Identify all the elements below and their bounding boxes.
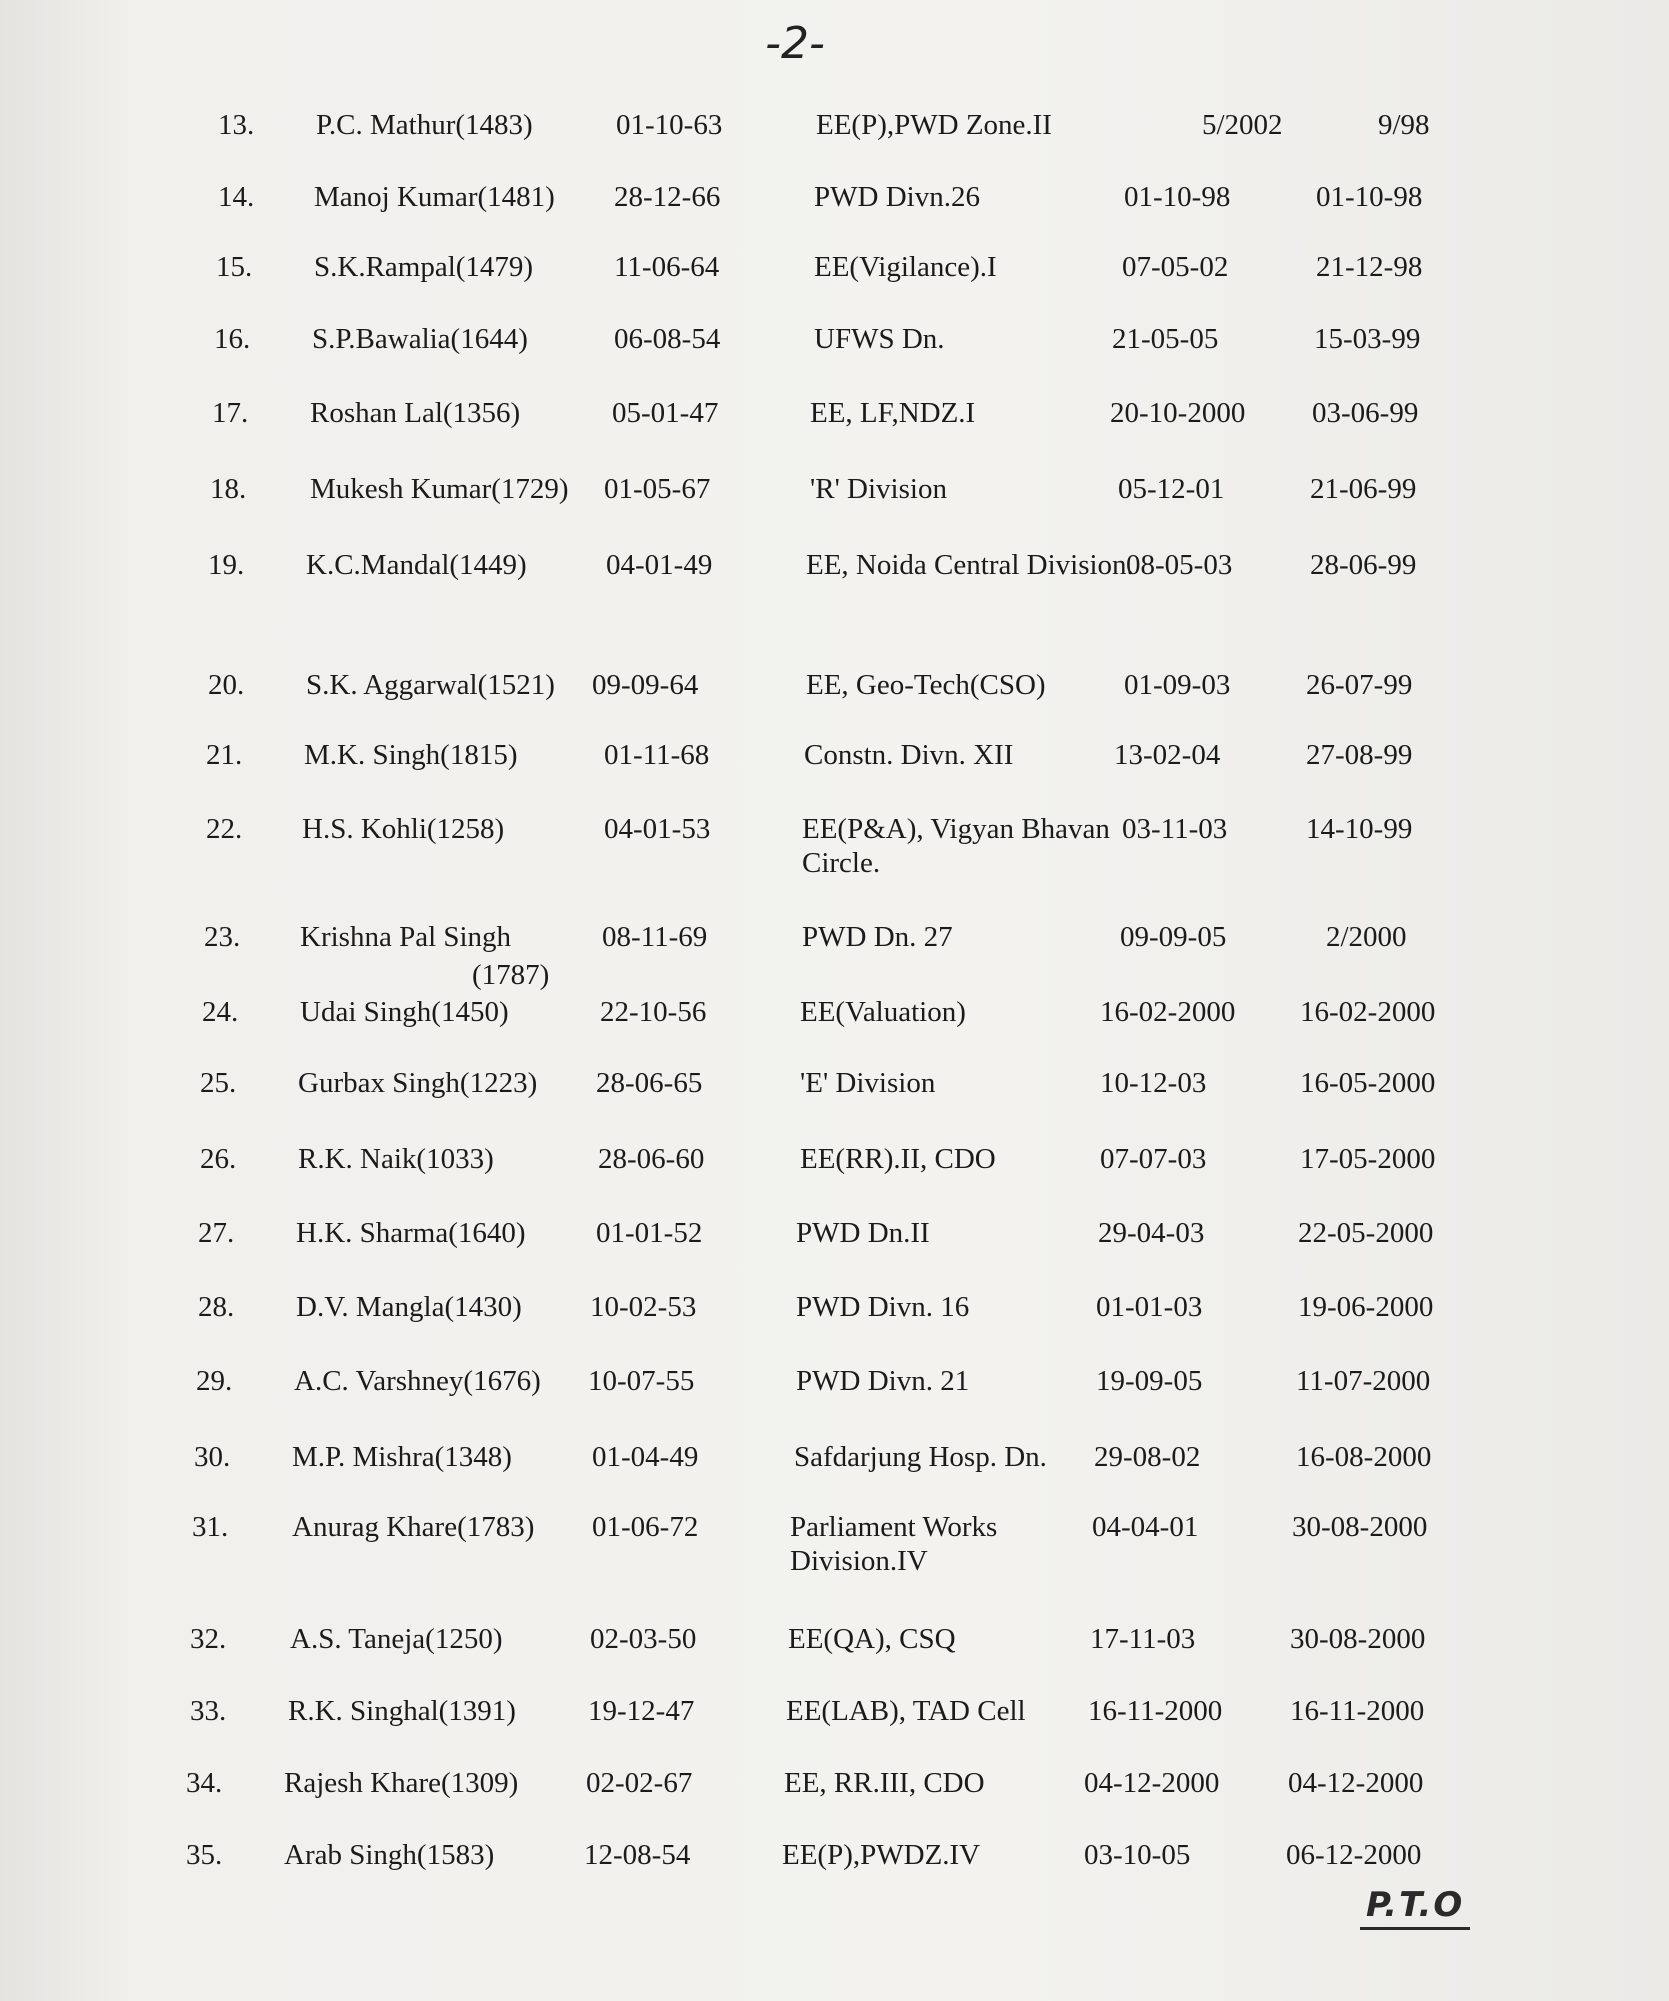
row-number: 27. (198, 1217, 235, 1249)
pto-mark: P.T.O (1360, 1885, 1470, 1930)
date-of-birth: 01-11-68 (604, 739, 710, 771)
row-number: 24. (202, 996, 239, 1028)
date-of-birth: 01-01-52 (596, 1217, 703, 1249)
present-posting: UFWS Dn. (814, 323, 945, 355)
row-number: 33. (190, 1695, 227, 1727)
posted-since: 07-05-02 (1122, 251, 1229, 283)
posted-since: 10-12-03 (1100, 1067, 1207, 1099)
posted-since: 16-02-2000 (1100, 996, 1236, 1028)
officer-name: D.V. Mangla(1430) (296, 1291, 522, 1323)
row-number: 25. (200, 1067, 237, 1099)
present-posting: 'R' Division (810, 473, 947, 505)
date-of-birth: 08-11-69 (602, 921, 708, 953)
table-row (0, 1364, 1669, 1434)
officer-name: Manoj Kumar(1481) (314, 181, 555, 213)
date-from: 16-05-2000 (1300, 1067, 1436, 1099)
date-of-birth: 06-08-54 (614, 323, 721, 355)
present-posting: Parliament Works Division.IV (790, 1511, 998, 1577)
row-number: 26. (200, 1143, 237, 1175)
date-from: 11-07-2000 (1296, 1365, 1431, 1397)
officer-name: S.K.Rampal(1479) (314, 251, 534, 283)
date-of-birth: 28-06-65 (596, 1067, 703, 1099)
posted-since: 5/2002 (1202, 109, 1283, 141)
date-from: 17-05-2000 (1300, 1143, 1436, 1175)
posted-since: 04-12-2000 (1084, 1767, 1220, 1799)
table-row (0, 668, 1669, 738)
present-posting: EE(RR).II, CDO (800, 1143, 996, 1175)
officer-name: A.C. Varshney(1676) (294, 1365, 541, 1397)
present-posting: EE, Geo-Tech(CSO) (806, 669, 1046, 701)
officer-name: S.P.Bawalia(1644) (312, 323, 528, 355)
table-row (0, 1510, 1669, 1580)
row-number: 19. (208, 549, 245, 581)
date-from: 04-12-2000 (1288, 1767, 1424, 1799)
table-row (0, 250, 1669, 320)
date-of-birth: 10-07-55 (588, 1365, 695, 1397)
table-row (0, 738, 1669, 808)
date-from: 15-03-99 (1314, 323, 1421, 355)
date-from: 22-05-2000 (1298, 1217, 1434, 1249)
table-row (0, 812, 1669, 882)
date-from: 06-12-2000 (1286, 1839, 1422, 1871)
date-from: 28-06-99 (1310, 549, 1417, 581)
table-row (0, 472, 1669, 542)
present-posting: PWD Divn. 21 (796, 1365, 970, 1397)
present-posting: PWD Divn. 16 (796, 1291, 970, 1323)
row-number: 21. (206, 739, 243, 771)
row-number: 23. (204, 921, 241, 953)
date-from: 21-06-99 (1310, 473, 1417, 505)
row-number: 17. (212, 397, 249, 429)
posted-since: 03-10-05 (1084, 1839, 1191, 1871)
posted-since: 05-12-01 (1118, 473, 1225, 505)
present-posting: EE(Valuation) (800, 996, 966, 1028)
date-of-birth: 28-12-66 (614, 181, 721, 213)
row-number: 35. (186, 1839, 223, 1871)
row-number: 28. (198, 1291, 235, 1323)
date-of-birth: 02-02-67 (586, 1767, 693, 1799)
posted-since: 16-11-2000 (1088, 1695, 1223, 1727)
row-number: 34. (186, 1767, 223, 1799)
table-row (0, 920, 1669, 990)
date-of-birth: 12-08-54 (584, 1839, 691, 1871)
row-number: 31. (192, 1511, 229, 1543)
date-from: 16-08-2000 (1296, 1441, 1432, 1473)
row-number: 15. (216, 251, 253, 283)
date-of-birth: 01-05-67 (604, 473, 711, 505)
officer-name: Udai Singh(1450) (300, 996, 509, 1028)
table-row (0, 1066, 1669, 1136)
table-row (0, 1766, 1669, 1836)
table-row (0, 1216, 1669, 1286)
present-posting: EE, Noida Central Division. (806, 549, 1134, 581)
present-posting: EE(Vigilance).I (814, 251, 997, 283)
officer-name: Anurag Khare(1783) (292, 1511, 535, 1543)
date-from: 27-08-99 (1306, 739, 1413, 771)
row-number: 18. (210, 473, 247, 505)
row-number: 32. (190, 1623, 227, 1655)
date-from: 21-12-98 (1316, 251, 1423, 283)
officer-name: H.K. Sharma(1640) (296, 1217, 526, 1249)
date-of-birth: 01-10-63 (616, 109, 723, 141)
officer-name: M.P. Mishra(1348) (292, 1441, 512, 1473)
posted-since: 20-10-2000 (1110, 397, 1246, 429)
present-posting: EE(P&A), Vigyan Bhavan Circle. (802, 813, 1110, 879)
posted-since: 29-04-03 (1098, 1217, 1205, 1249)
present-posting: EE(QA), CSQ (788, 1623, 956, 1655)
table-row (0, 108, 1669, 178)
row-number: 20. (208, 669, 245, 701)
posted-since: 04-04-01 (1092, 1511, 1199, 1543)
officer-name: Gurbax Singh(1223) (298, 1067, 538, 1099)
officer-name: H.S. Kohli(1258) (302, 813, 505, 845)
posted-since: 21-05-05 (1112, 323, 1219, 355)
date-from: 14-10-99 (1306, 813, 1413, 845)
present-posting: EE(P),PWDZ.IV (782, 1839, 981, 1871)
row-number: 29. (196, 1365, 233, 1397)
date-from: 26-07-99 (1306, 669, 1413, 701)
posted-since: 08-05-03 (1126, 549, 1233, 581)
officer-name: Roshan Lal(1356) (310, 397, 521, 429)
posted-since: 01-10-98 (1124, 181, 1231, 213)
posted-since: 19-09-05 (1096, 1365, 1203, 1397)
officer-name: Rajesh Khare(1309) (284, 1767, 519, 1799)
row-number: 30. (194, 1441, 231, 1473)
present-posting: 'E' Division (800, 1067, 936, 1099)
date-of-birth: 11-06-64 (614, 251, 720, 283)
officer-name: Arab Singh(1583) (284, 1839, 495, 1871)
table-row (0, 396, 1669, 466)
page-number: -2- (765, 18, 825, 69)
officer-name: S.K. Aggarwal(1521) (306, 669, 555, 701)
present-posting: EE, LF,NDZ.I (810, 397, 976, 429)
posted-since: 13-02-04 (1114, 739, 1221, 771)
posted-since: 03-11-03 (1122, 813, 1228, 845)
officer-name: Krishna Pal Singh (300, 921, 512, 953)
table-row (0, 548, 1669, 618)
row-number: 13. (218, 109, 255, 141)
date-from: 2/2000 (1326, 921, 1407, 953)
date-from: 01-10-98 (1316, 181, 1423, 213)
table-row (0, 1290, 1669, 1360)
date-from: 03-06-99 (1312, 397, 1419, 429)
table-row (0, 180, 1669, 250)
posted-since: 01-01-03 (1096, 1291, 1203, 1323)
date-of-birth: 10-02-53 (590, 1291, 697, 1323)
posted-since: 29-08-02 (1094, 1441, 1201, 1473)
posted-since: 07-07-03 (1100, 1143, 1207, 1175)
date-of-birth: 01-04-49 (592, 1441, 699, 1473)
row-number: 16. (214, 323, 251, 355)
officer-name: Mukesh Kumar(1729) (310, 473, 569, 505)
date-of-birth: 28-06-60 (598, 1143, 705, 1175)
date-of-birth: 01-06-72 (592, 1511, 699, 1543)
table-row (0, 1142, 1669, 1212)
table-row (0, 1622, 1669, 1692)
present-posting: EE(P),PWD Zone.II (816, 109, 1052, 141)
row-number: 22. (206, 813, 243, 845)
present-posting: EE(LAB), TAD Cell (786, 1695, 1026, 1727)
present-posting: PWD Dn. 27 (802, 921, 953, 953)
table-row (0, 322, 1669, 392)
date-of-birth: 19-12-47 (588, 1695, 695, 1727)
present-posting: Safdarjung Hosp. Dn. (794, 1441, 1047, 1473)
officer-name: M.K. Singh(1815) (304, 739, 518, 771)
present-posting: PWD Dn.II (796, 1217, 930, 1249)
date-of-birth: 04-01-53 (604, 813, 711, 845)
officer-name: A.S. Taneja(1250) (290, 1623, 503, 1655)
date-from: 19-06-2000 (1298, 1291, 1434, 1323)
table-row (0, 1440, 1669, 1510)
date-from: 30-08-2000 (1292, 1511, 1428, 1543)
table-row (0, 1694, 1669, 1764)
date-of-birth: 04-01-49 (606, 549, 713, 581)
date-of-birth: 09-09-64 (592, 669, 699, 701)
date-from: 16-02-2000 (1300, 996, 1436, 1028)
present-posting: EE, RR.III, CDO (784, 1767, 985, 1799)
date-from: 9/98 (1378, 109, 1430, 141)
present-posting: PWD Divn.26 (814, 181, 980, 213)
row-number: 14. (218, 181, 255, 213)
date-from: 30-08-2000 (1290, 1623, 1426, 1655)
table-row (0, 995, 1669, 1065)
posted-since: 17-11-03 (1090, 1623, 1196, 1655)
present-posting: Constn. Divn. XII (804, 739, 1014, 771)
officer-name: K.C.Mandal(1449) (306, 549, 527, 581)
officer-name: R.K. Singhal(1391) (288, 1695, 516, 1727)
officer-name-continued: (1787) (472, 959, 550, 991)
date-of-birth: 02-03-50 (590, 1623, 697, 1655)
officer-name: P.C. Mathur(1483) (316, 109, 533, 141)
officer-name: R.K. Naik(1033) (298, 1143, 494, 1175)
date-of-birth: 22-10-56 (600, 996, 707, 1028)
date-from: 16-11-2000 (1290, 1695, 1425, 1727)
posted-since: 01-09-03 (1124, 669, 1231, 701)
posted-since: 09-09-05 (1120, 921, 1227, 953)
date-of-birth: 05-01-47 (612, 397, 719, 429)
